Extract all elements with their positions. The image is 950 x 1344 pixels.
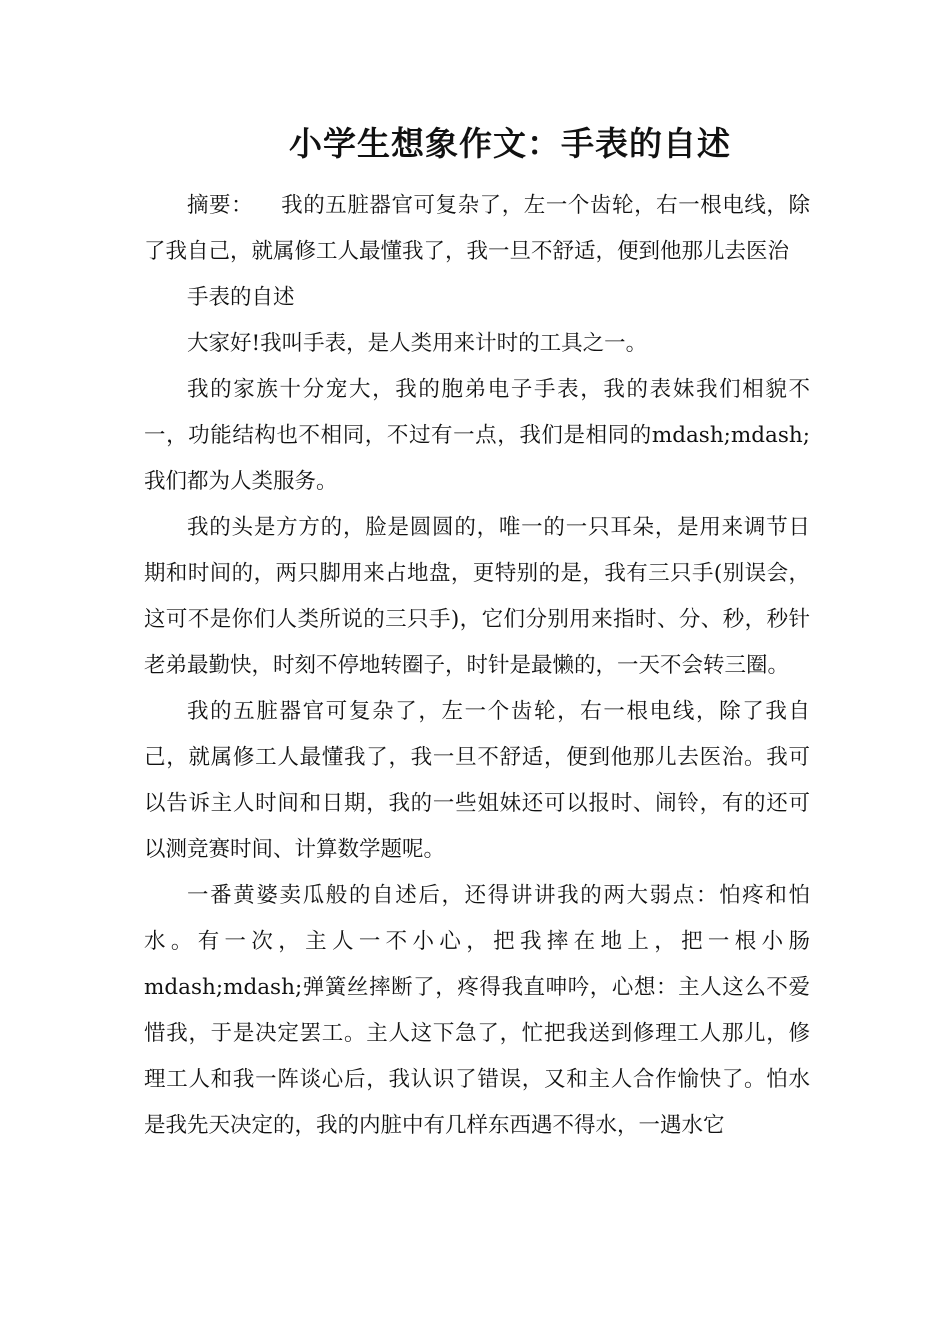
abstract-label: 摘要： [187,193,254,218]
document-title: 小学生想象作文：手表的自述 [289,124,731,163]
body-paragraph: 我的五脏器官可复杂了，左一个齿轮，右一根电线，除了我自己，就属修工人最懂我了，我一旦不舒适，便到他那儿去医治。我可以告诉主人时间和日期，我的一些姐妹还可以报时、闹铃，有的还可以测竞赛时间、计算数学题呢。 [144,699,810,862]
abstract-paragraph [144,183,810,275]
body-paragraph: 大家好!我叫手表，是人类用来计时的工具之一。 [187,331,648,356]
body-paragraph: 一番黄婆卖瓜般的自述后，还得讲讲我的两大弱点：怕疼和怕水。有一次，主人一不小心，把我摔在地上，把一根小肠mdash;mdash;弹簧丝摔断了，疼得我直呻吟，心想：主人这么不爱惜我，于是决定罢工。主人这下急了，忙把我送到修理工人那儿，修理工人和我一阵谈心后，我认识了错误，又和主人合作愉快了。怕水是我先天决定的，我的内脏中有几样东西遇不得水，一遇水它 [144,883,810,1138]
body-paragraph: 手表的自述 [187,285,295,310]
body-paragraph: 我的头是方方的，脸是圆圆的，唯一的一只耳朵，是用来调节日期和时间的，两只脚用来占地盘，更特别的是，我有三只手(别误会，这可不是你们人类所说的三只手)，它们分别用来指时、分、秒，秒针老弟最勤快，时刻不停地转圈子，时针是最懒的，一天不会转三圈。 [144,515,810,678]
document-body [144,183,810,1149]
abstract-text: 我的五脏器官可复杂了，左一个齿轮，右一根电线，除了我自己，就属修工人最懂我了，我一旦不舒适，便到他那儿去医治 [144,193,810,264]
body-paragraph: 我的家族十分宠大，我的胞弟电子手表，我的表妹我们相貌不一，功能结构也不相同，不过有一点，我们是相同的mdash;mdash;我们都为人类服务。 [144,377,810,494]
